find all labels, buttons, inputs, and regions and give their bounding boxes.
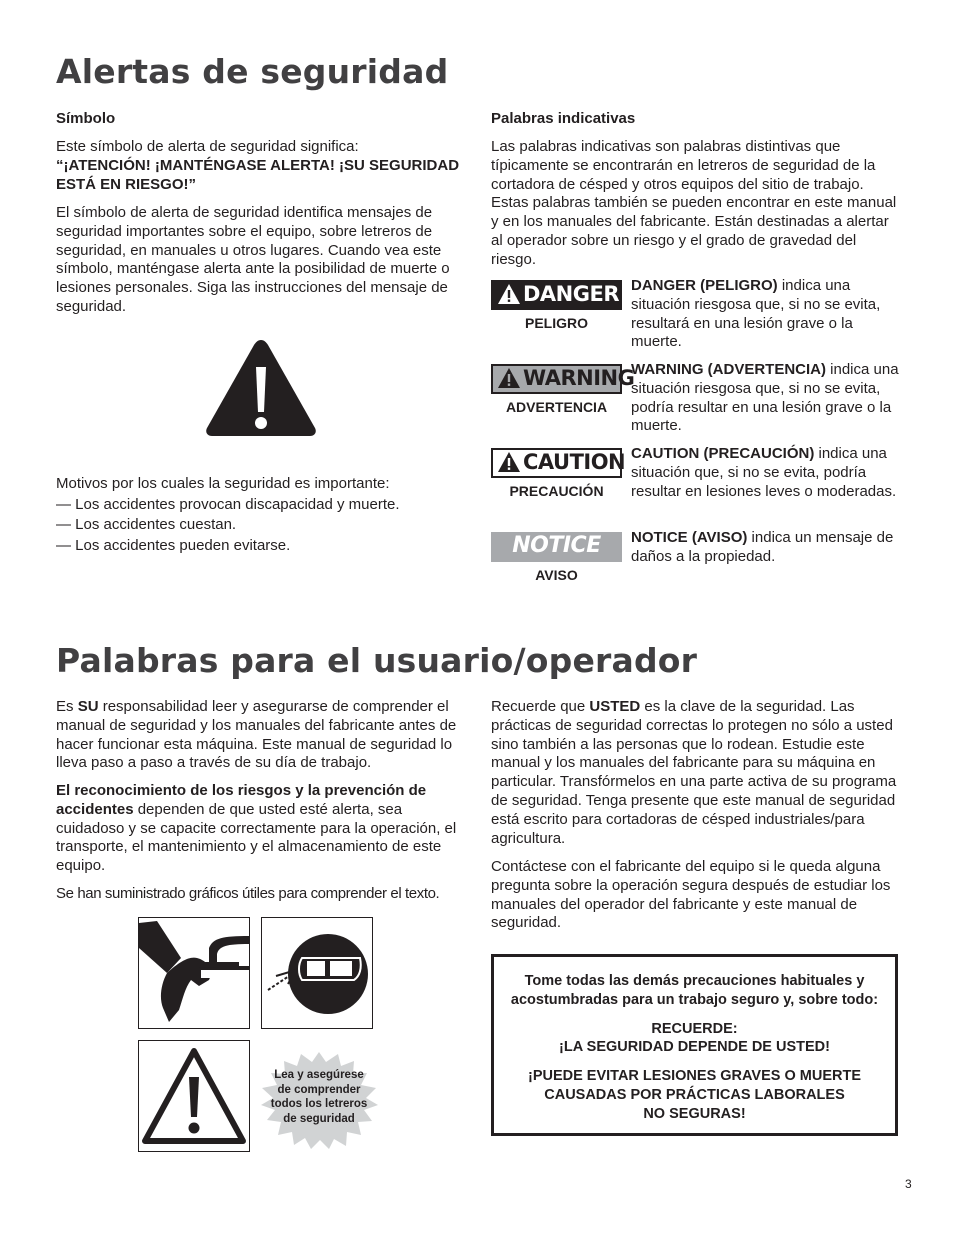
safety-goggles-icon [262, 918, 372, 1028]
callout-remember-label: RECUERDE: [651, 1020, 738, 1037]
callout-avoid [494, 1067, 895, 1123]
starburst-line: Lea y asegúrese [274, 1069, 364, 1081]
caution-sign-word: CAUTION [523, 450, 626, 474]
symbol-body: El símbolo de alerta de seguridad identifica mensajes de seguridad importantes sobre el equipo, sobre letreros de seguridad, en manuales u otros lugares. Cuando vea este símbolo, manténgase alerta ante la posibilidad de muerte o lesiones personales. Siga las instrucciones del mensaje de seguridad. [56, 204, 450, 315]
caution-term: CAUTION (PRECAUCIÓN) [631, 445, 815, 462]
callout-avoid-line: NO SEGURAS! [643, 1105, 746, 1122]
notice-term: NOTICE (AVISO) [631, 529, 748, 546]
operator-paragraph-1 [56, 698, 466, 773]
remember-paragraph [491, 698, 901, 848]
danger-term: DANGER (PELIGRO) [631, 277, 778, 294]
caution-sign [491, 448, 626, 478]
caution-spanish-label: PRECAUCIÓN [509, 483, 604, 499]
reasons-item: — Los accidentes cuestan. [56, 516, 237, 533]
section-title-operator-words: Palabras para el usuario/operador [56, 641, 698, 680]
operator-paragraph-3: Se han suministrado gráficos útiles para comprender el texto. [56, 885, 440, 902]
danger-sign-word: DANGER [523, 282, 620, 306]
warning-spanish-label: ADVERTENCIA [505, 399, 608, 415]
p1-post: responsabilidad leer y asegurarse de comprender el manual de seguridad y los manuales del fabricante antes de hacer funcionar esta máquina. Este manual de seguridad lo lleva paso a paso a través de su día de trabajo. [56, 698, 457, 772]
danger-spanish-label: PELIGRO [524, 315, 588, 331]
warning-triangle-outline-icon [139, 1041, 249, 1151]
signal-word-warning [491, 361, 911, 444]
p1-pre: Es [56, 698, 78, 715]
warning-triangle-icon [497, 367, 521, 389]
starburst-line: todos los letreros [270, 1098, 368, 1110]
signal-word-notice [491, 529, 911, 612]
danger-description [631, 277, 903, 352]
callout-remember-text: ¡LA SEGURIDAD DEPENDE DE USTED! [559, 1039, 830, 1056]
warning-sign [491, 364, 635, 394]
p1-bold: SU [77, 698, 99, 715]
warning-description [631, 361, 903, 436]
callout-avoid-line: ¡PUEDE EVITAR LESIONES GRAVES O MUERTE [527, 1068, 861, 1085]
notice-spanish-label: AVISO [535, 567, 578, 583]
warning-triangle-icon [497, 451, 521, 473]
p2-bold: El reconocimiento de los riesgos y la prevención de accidentes [56, 782, 427, 818]
starburst-line: de comprender [277, 1083, 361, 1096]
operator-paragraph-2 [56, 782, 466, 876]
starburst-text [254, 1068, 384, 1126]
reasons-item: — Los accidentes pueden evitarse. [56, 537, 291, 554]
page-number: 3 [905, 1177, 912, 1191]
p2-post: dependen de que usted esté alerta, sea cuidadoso y se capacite correctamente para la operación, el transporte, el mantenimiento y el almacenamiento de este equipo. [56, 800, 457, 875]
notice-description [631, 529, 903, 567]
r1-pre: Recuerde que [491, 698, 590, 715]
hand-entanglement-pictogram [138, 917, 250, 1029]
reasons-intro: Motivos por los cuales la seguridad es importante: [56, 475, 390, 492]
safety-callout-box [491, 954, 898, 1136]
danger-sign [491, 280, 622, 310]
eye-protection-pictogram [261, 917, 373, 1029]
callout-line-1: Tome todas las demás precauciones habituales y acostumbradas para un trabajo seguro y, sobre todo: [510, 973, 879, 1008]
signal-word-danger [491, 277, 911, 360]
reasons-item: — Los accidentes provocan discapacidad y muerte. [56, 496, 400, 513]
warning-triangle-icon [497, 283, 521, 305]
caution-desc-text: indica una situación que, si no se evita, podría resultar en lesiones leves o moderadas. [631, 445, 897, 500]
contact-paragraph: Contáctese con el fabricante del equipo si le queda alguna pregunta sobre la operación segura después de estudiar los manuales del operador del fabricante y este manual de seguridad. [491, 858, 891, 932]
hand-hazard-icon [139, 918, 249, 1028]
callout-remember [494, 1020, 895, 1058]
callout-avoid-line: CAUSADAS POR PRÁCTICAS LABORALES [544, 1086, 845, 1103]
danger-desc-text: indica una situación riesgosa que, si no se evita, resultará en una lesión grave o la muerte. [631, 277, 881, 351]
symbol-intro-text: Este símbolo de alerta de seguridad significa: [56, 138, 359, 155]
r1-bold: USTED [589, 698, 641, 715]
notice-sign [491, 532, 622, 562]
symbol-heading: Símbolo [56, 110, 116, 127]
alert-sign-pictogram [138, 1040, 250, 1152]
symbol-emphasis: “¡ATENCIÓN! ¡MANTÉNGASE ALERTA! ¡SU SEGURIDAD ESTÁ EN RIESGO!” [56, 156, 460, 193]
signal-word-caution [491, 445, 911, 528]
signal-words-body: Las palabras indicativas son palabras distintivas que típicamente se encontrarán en letreros de seguridad de la cortadora de césped y otros equipos del sitio de trabajo. Estas palabras también se pueden encontrar en este manual y en los manuales del fabricante. Están destinadas a alertar al operador sobre un riesgo y el grado de gravedad del riesgo. [491, 138, 897, 268]
caution-description [631, 445, 903, 501]
warning-desc-text: indica una situación riesgosa que, si no se evita, podría resultar en una lesión grave o la muerte. [631, 361, 899, 435]
notice-sign-word: NOTICE [512, 533, 601, 558]
signal-words-heading: Palabras indicativas [491, 110, 636, 127]
r1-post: es la clave de la seguridad. Las prácticas de seguridad correctas lo protegen no sólo a usted sino también a las personas que lo rodean. Estudie este manual y los manuales del fabricante para su máquina en particular. Transfórmelos en una parte activa de su programa de seguridad. Tenga presente que este manual de seguridad está escrito para cortadoras de césped industriales/para agricultura. [491, 698, 897, 847]
warning-sign-word: WARNING [523, 366, 635, 390]
notice-desc-text: indica un mensaje de daños a la propiedad. [631, 529, 894, 565]
symbol-intro [56, 138, 461, 194]
safety-alert-symbol-icon [204, 337, 318, 438]
section-title-safety-alerts: Alertas de seguridad [56, 52, 449, 91]
starburst-line: de seguridad [283, 1112, 355, 1125]
warning-term: WARNING (ADVERTENCIA) [631, 361, 826, 378]
